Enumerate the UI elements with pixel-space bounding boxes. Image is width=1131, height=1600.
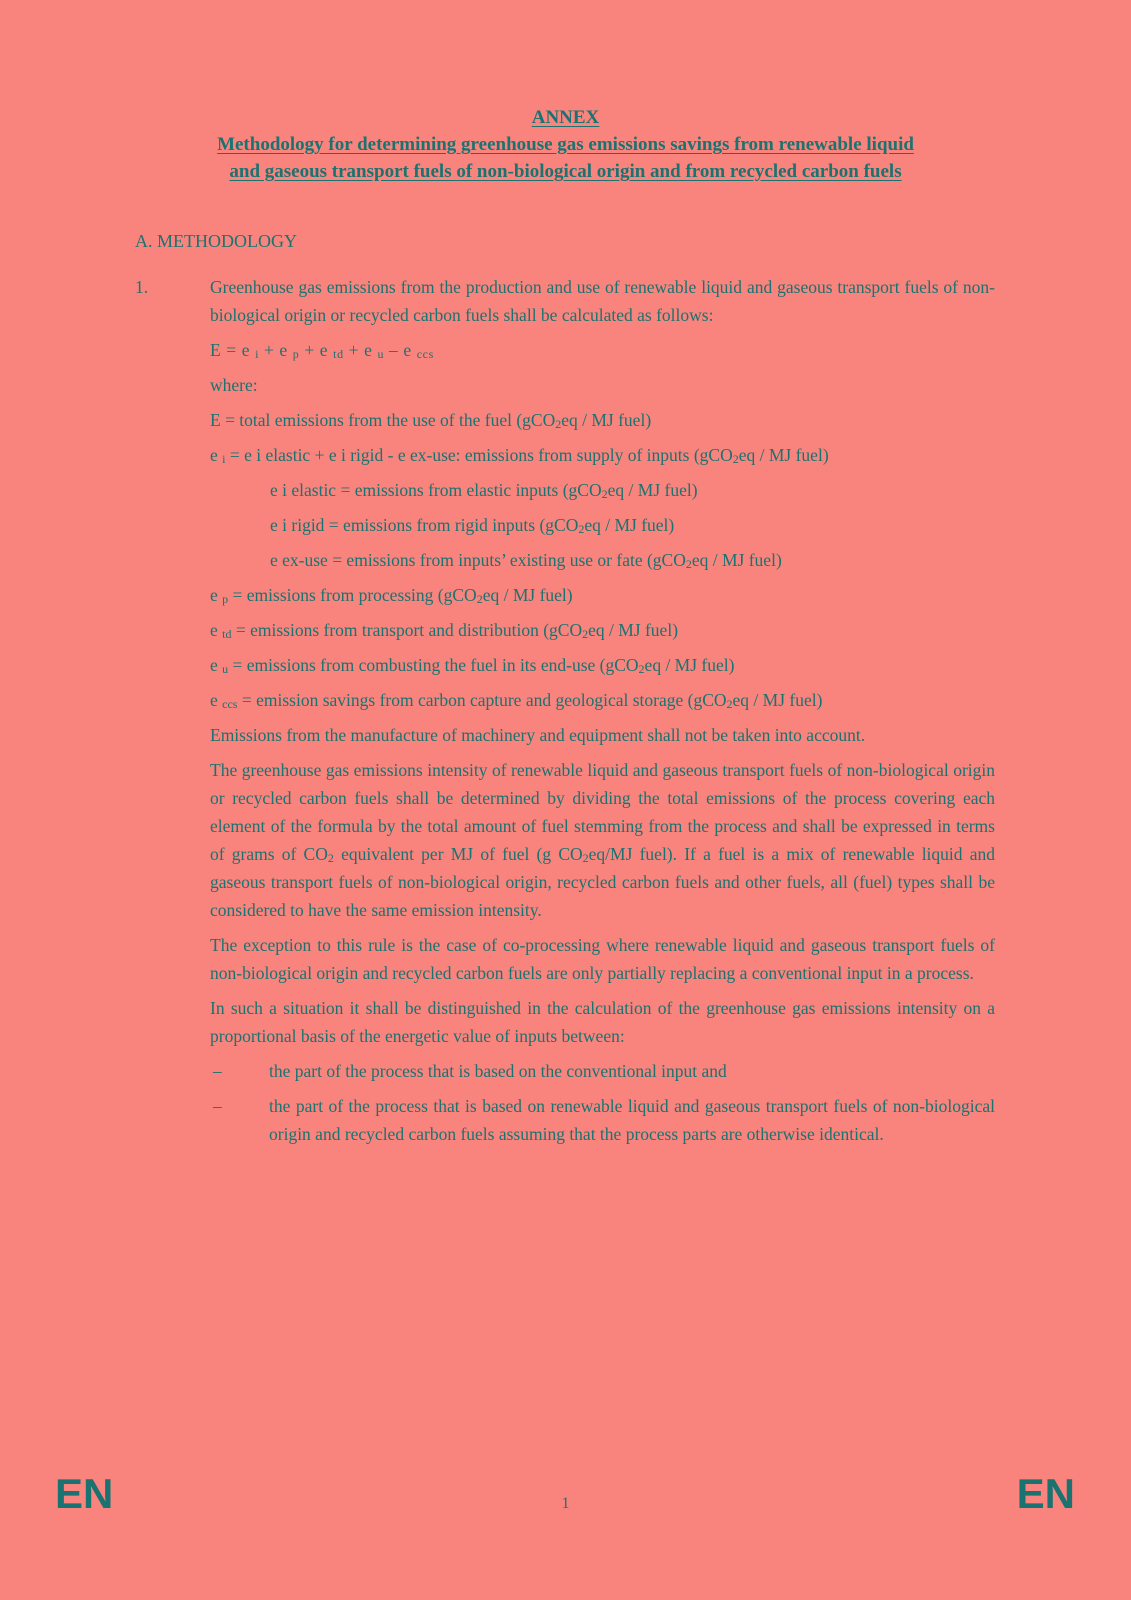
paragraph-text: [270, 550, 782, 570]
text-segment: Greenhouse gas emissions from the production and use of renewable liquid and gaseous transport fuels of non-biological origin or recycled carbon fuels shall be calculated as follows:: [210, 277, 995, 325]
text-segment: eq/MJ fuel). If a fuel is a mix of renewable liquid and gaseous transport fuels of non-biological origin, recycled carbon fuels and other fuels, all (fuel) types shall be considered to have the same emission intensity.: [210, 844, 996, 920]
paragraph-text: [210, 690, 822, 710]
definition-e-i: [210, 441, 995, 469]
dash-marker: –: [213, 1096, 222, 1116]
formula-emissions: [210, 336, 995, 364]
document-title-line-1: Methodology for determining greenhouse gas emissions savings from renewable liquid: [217, 134, 914, 155]
footer-language-marker-left: EN: [55, 1470, 114, 1517]
subscript: 2: [601, 487, 608, 501]
section-heading-methodology: A. METHODOLOGY: [135, 231, 297, 251]
where-label: [210, 371, 995, 399]
paragraph-text: [210, 655, 734, 675]
paragraph-text: [210, 375, 258, 395]
text-segment: E = total emissions from the use of the fuel (gCO: [210, 410, 556, 430]
definition-e-i-elastic: [270, 476, 995, 504]
paragraph-intensity: [210, 756, 995, 924]
text-segment: + e: [299, 340, 334, 360]
document-header: [0, 0, 1131, 185]
paragraph-text: [210, 620, 678, 640]
text-segment: e: [210, 445, 223, 465]
paragraph-text: [210, 410, 651, 430]
paragraph-number: 1.: [135, 277, 149, 297]
subscript: 2: [638, 662, 645, 676]
definition-e-u: [210, 651, 995, 679]
text-segment: e i rigid = emissions from rigid inputs (gCO: [270, 515, 579, 535]
definition-e-p: [210, 581, 995, 609]
definition-E: [210, 406, 995, 434]
subscript: i: [255, 347, 259, 361]
paragraph-text: [210, 445, 829, 465]
subscript: 2: [578, 522, 585, 536]
text-segment: Emissions from the manufacture of machinery and equipment shall not be taken into account.: [210, 725, 866, 745]
subscript: p: [222, 592, 229, 606]
paragraph-text: [210, 277, 995, 325]
text-segment: E = e: [210, 340, 256, 360]
text-segment: = emissions from combusting the fuel in its end-use (gCO: [228, 655, 639, 675]
text-segment: equivalent per MJ of fuel (g CO: [333, 844, 583, 864]
text-segment: e: [210, 585, 223, 605]
dash-item-conventional: [213, 1057, 995, 1085]
dash-marker: –: [213, 1061, 222, 1081]
subscript: 2: [555, 417, 562, 431]
text-segment: = emission savings from carbon capture and geological storage (gCO: [237, 690, 727, 710]
text-segment: = emissions from transport and distribution (gCO: [231, 620, 583, 640]
text-segment: where:: [210, 375, 258, 395]
text-segment: e: [210, 690, 223, 710]
text-segment: e i elastic = emissions from elastic inputs (gCO: [270, 480, 602, 500]
subscript: td: [222, 627, 232, 641]
paragraph-text: [210, 725, 865, 745]
page-number: 1: [561, 1495, 570, 1512]
text-segment: eq / MJ fuel): [561, 410, 652, 430]
document-body: [0, 273, 1131, 1148]
paragraph-exception: [210, 931, 995, 987]
subscript: 2: [582, 627, 589, 641]
subscript: p: [292, 347, 300, 361]
text-segment: + e: [259, 340, 293, 360]
definition-e-td: [210, 616, 995, 644]
paragraph-1: [135, 273, 995, 329]
subscript: ccs: [416, 347, 434, 361]
subscript: 2: [476, 592, 483, 606]
text-segment: eq / MJ fuel): [607, 480, 698, 500]
text-segment: eq / MJ fuel): [482, 585, 573, 605]
paragraph-text: [210, 760, 995, 920]
paragraph-distinguish: [210, 994, 995, 1050]
text-segment: The exception to this rule is the case of co-processing where renewable liquid and gaseous transport fuels of non-biological origin and recycled carbon fuels are only partially replacing a conventional input in a process.: [210, 935, 995, 983]
paragraph-machinery: [210, 721, 995, 749]
text-segment: eq / MJ fuel): [584, 515, 675, 535]
text-segment: = e i elastic + e i rigid - e ex-use: emissions from supply of inputs (gCO: [225, 445, 733, 465]
subscript: 2: [685, 557, 692, 571]
subscript: 2: [582, 851, 589, 865]
text-segment: eq / MJ fuel): [691, 550, 782, 570]
text-segment: e ex-use = emissions from inputs’ existing use or fate (gCO: [270, 550, 686, 570]
text-segment: eq / MJ fuel): [738, 445, 829, 465]
subscript: i: [222, 452, 226, 466]
definition-e-ex-use: [270, 546, 995, 574]
subscript: u: [222, 662, 229, 676]
subscript: u: [377, 347, 385, 361]
text-segment: = emissions from processing (gCO: [228, 585, 477, 605]
text-segment: e: [210, 620, 223, 640]
text-segment: the part of the process that is based on renewable liquid and gaseous transport fuels of non-biological origin and recycled carbon fuels assuming that the process parts are otherwise identical.: [269, 1096, 995, 1144]
footer-language-marker-right: EN: [1016, 1470, 1075, 1517]
subscript: 2: [726, 697, 733, 711]
paragraph-text: [210, 585, 573, 605]
text-segment: eq / MJ fuel): [588, 620, 679, 640]
text-segment: The greenhouse gas emissions intensity of renewable liquid and gaseous transport fuels of non-biological origin or recycled carbon fuels shall be determined by dividing the total emissions of the process covering each element of the formula by the total amount of fuel stemming from the process and shall be expressed in terms of grams of CO: [210, 760, 995, 864]
text-segment: In such a situation it shall be distinguished in the calculation of the greenhouse gas emissions intensity on a proportional basis of the energetic value of inputs between:: [210, 998, 995, 1046]
annex-heading: ANNEX: [531, 107, 600, 128]
subscript: td: [333, 347, 344, 361]
paragraph-text: [270, 480, 698, 500]
paragraph-text: [210, 935, 995, 983]
dash-item-rfnbo: [213, 1092, 995, 1148]
text-segment: + e: [343, 340, 378, 360]
subscript: ccs: [222, 697, 238, 711]
paragraph-text: [270, 515, 674, 535]
text-segment: eq / MJ fuel): [732, 690, 823, 710]
paragraph-text: [210, 998, 995, 1046]
text-segment: eq / MJ fuel): [644, 655, 735, 675]
definition-e-ccs: [210, 686, 995, 714]
text-segment: the part of the process that is based on the conventional input and: [269, 1061, 727, 1081]
definition-e-i-rigid: [270, 511, 995, 539]
paragraph-text: [210, 340, 434, 360]
subscript: 2: [732, 452, 739, 466]
text-segment: e: [210, 655, 223, 675]
paragraph-text: [269, 1061, 727, 1081]
document-title-line-2: and gaseous transport fuels of non-biological origin and from recycled carbon fuels: [229, 161, 902, 182]
text-segment: – e: [384, 340, 417, 360]
paragraph-text: [269, 1096, 995, 1144]
subscript: 2: [327, 851, 334, 865]
